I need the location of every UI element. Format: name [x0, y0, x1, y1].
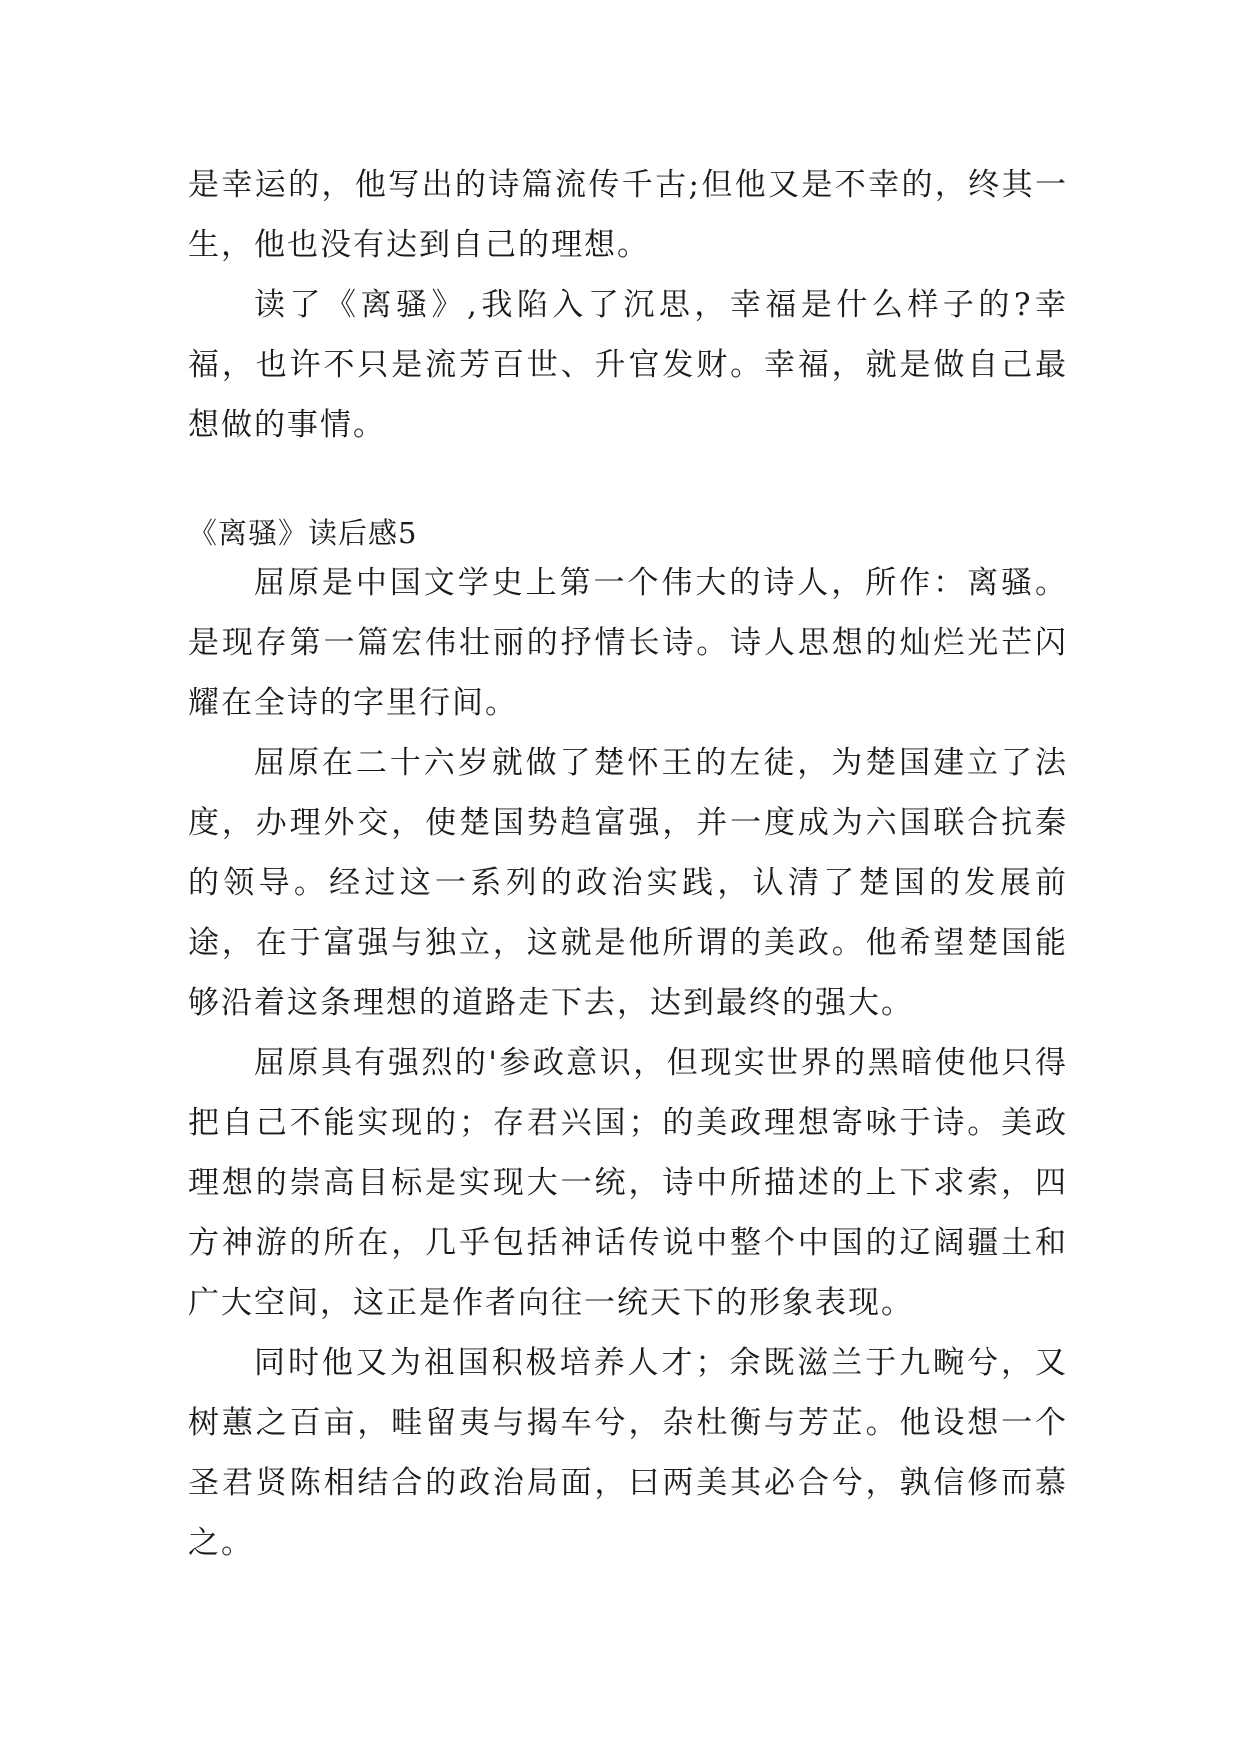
section-heading-block — [188, 508, 1068, 558]
section-title: 《离骚》读后感5 — [188, 516, 418, 550]
continued-paragraph: 是幸运的，他写出的诗篇流传千古;但他又是不幸的，终其一生，他也没有达到自己的理想。 — [188, 167, 1068, 263]
body-paragraph: 屈原是中国文学史上第一个伟大的诗人，所作：离骚。是现存第一篇宏伟壮丽的抒情长诗。诗人思想的灿烂光芒闪耀在全诗的字里行间。 — [188, 565, 1068, 721]
previous-essay-ending — [188, 155, 1068, 455]
reflection-paragraph: 读了《离骚》,我陷入了沉思，幸福是什么样子的?幸福，也许不只是流芳百世、升官发财。幸福，就是做自己最想做的事情。 — [188, 287, 1068, 443]
essay-body — [188, 553, 1068, 1573]
body-paragraph: 屈原具有强烈的'参政意识，但现实世界的黑暗使他只得把自己不能实现的；存君兴国；的美政理想寄咏于诗。美政理想的崇高目标是实现大一统，诗中所描述的上下求索，四方神游的所在，几乎包括神话传说中整个中国的辽阔疆土和广大空间，这正是作者向往一统天下的形象表现。 — [188, 1045, 1068, 1321]
body-paragraph: 同时他又为祖国积极培养人才；余既滋兰于九畹兮，又树蕙之百亩，畦留夷与揭车兮，杂杜衡与芳芷。他设想一个圣君贤陈相结合的政治局面，曰两美其必合兮，孰信修而慕之。 — [188, 1345, 1068, 1561]
body-paragraph: 屈原在二十六岁就做了楚怀王的左徒，为楚国建立了法度，办理外交，使楚国势趋富强，并一度成为六国联合抗秦的领导。经过这一系列的政治实践，认清了楚国的发展前途，在于富强与独立，这就是他所谓的美政。他希望楚国能够沿着这条理想的道路走下去，达到最终的强大。 — [188, 745, 1068, 1021]
